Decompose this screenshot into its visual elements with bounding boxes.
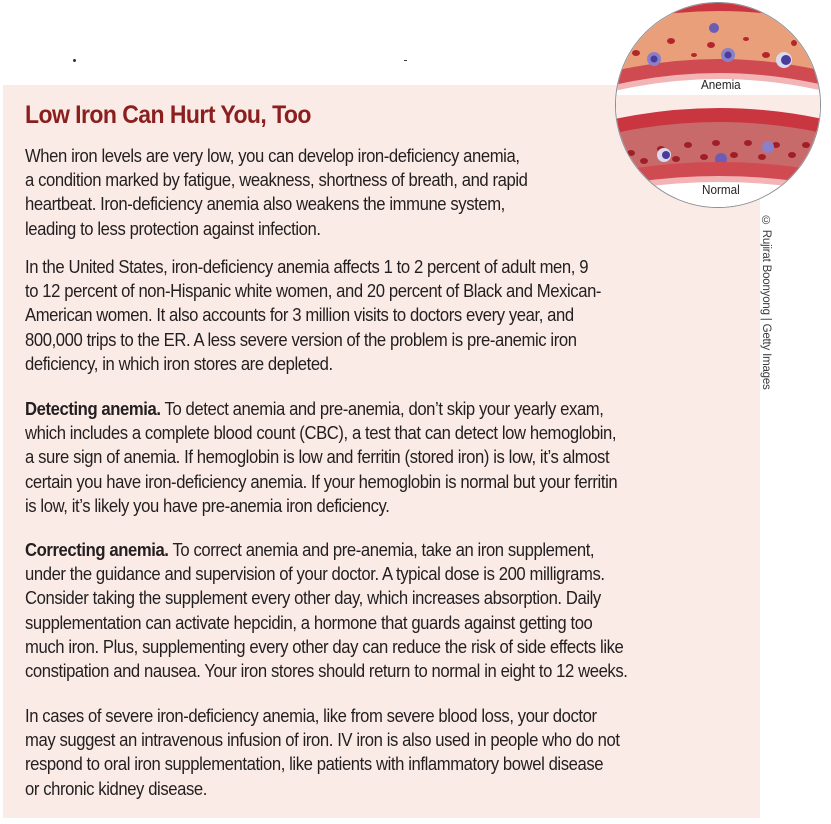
text-line: supplementation can activate hepcidin, a hormone that guards against getting too: [25, 611, 593, 633]
text-line: much iron. Plus, supplementing every other day can reduce the risk of side effects like: [25, 635, 624, 657]
text-line: When iron levels are very low, you can develop iron-deficiency anemia,: [25, 145, 520, 166]
text-line: which includes a complete blood count (CBC), a test that can detect low hemoglobin,: [25, 422, 617, 444]
text-line: In the United States, iron-deficiency anemia affects 1 to 2 percent of adult men, 9: [25, 256, 589, 277]
text-line: respond to oral iron supplementation, like patients with inflammatory bowel disease: [25, 753, 604, 775]
text-line: leading to less protection against infection.: [25, 217, 321, 239]
label-normal: Normal: [702, 182, 740, 197]
paragraph-severe-cases: [25, 704, 620, 801]
text-fragment: To correct anemia and pre-anemia, take an iron supplement,: [168, 539, 595, 560]
print-speck: [404, 60, 407, 61]
text-line: Consider taking the supplement every other day, which increases absorption. Daily: [25, 587, 601, 609]
text-line: or chronic kidney disease.: [25, 777, 207, 799]
article-title: Low Iron Can Hurt You, Too: [25, 101, 311, 129]
text-line: to 12 percent of non-Hispanic white women, and 20 percent of Black and Mexican-: [25, 280, 602, 302]
text-line: constipation and nausea. Your iron stores should return to normal in eight to 12 weeks.: [25, 660, 628, 682]
paragraph-detecting-anemia: [25, 397, 617, 518]
text-line: [25, 538, 627, 562]
label-anemia: Anemia: [701, 77, 741, 92]
text-line: may suggest an intravenous infusion of iron. IV iron is also used in people who do not: [25, 729, 620, 751]
paragraph-correcting-anemia: [25, 538, 627, 683]
text-line: deficiency, in which iron stores are depleted.: [25, 352, 333, 374]
paragraph-intro: [25, 144, 528, 241]
lead-in-detecting: Detecting anemia.: [25, 398, 161, 419]
blood-vessel-graphic: [616, 3, 821, 208]
text-line: under the guidance and supervision of your doctor. A typical dose is 200 milligrams.: [25, 563, 605, 585]
print-speck: [73, 59, 76, 62]
text-line: 800,000 trips to the ER. A less severe version of the problem is pre-anemic iron: [25, 328, 577, 350]
text-line: a sure sign of anemia. If hemoglobin is low and ferritin (stored iron) is low, it’s almost: [25, 446, 610, 468]
text-fragment: To detect anemia and pre-anemia, don’t skip your yearly exam,: [160, 398, 604, 419]
blood-vessel-illustration: [615, 2, 821, 208]
text-line: In cases of severe iron-deficiency anemia, like from severe blood loss, your doctor: [25, 705, 597, 726]
text-line: American women. It also accounts for 3 million visits to doctors every year, and: [25, 304, 574, 326]
text-line: [25, 397, 617, 421]
text-line: heartbeat. Iron-deficiency anemia also weakens the immune system,: [25, 193, 505, 215]
text-line: certain you have iron-deficiency anemia. If your hemoglobin is normal but your ferritin: [25, 470, 618, 492]
lead-in-correcting: Correcting anemia.: [25, 539, 169, 560]
text-line: is low, it’s likely you have pre-anemia iron deficiency.: [25, 494, 390, 516]
text-line: a condition marked by fatigue, weakness, shortness of breath, and rapid: [25, 169, 528, 191]
paragraph-statistics: [25, 255, 601, 376]
photo-credit: © Rujirat Boonyong | Getty Images: [760, 215, 772, 390]
